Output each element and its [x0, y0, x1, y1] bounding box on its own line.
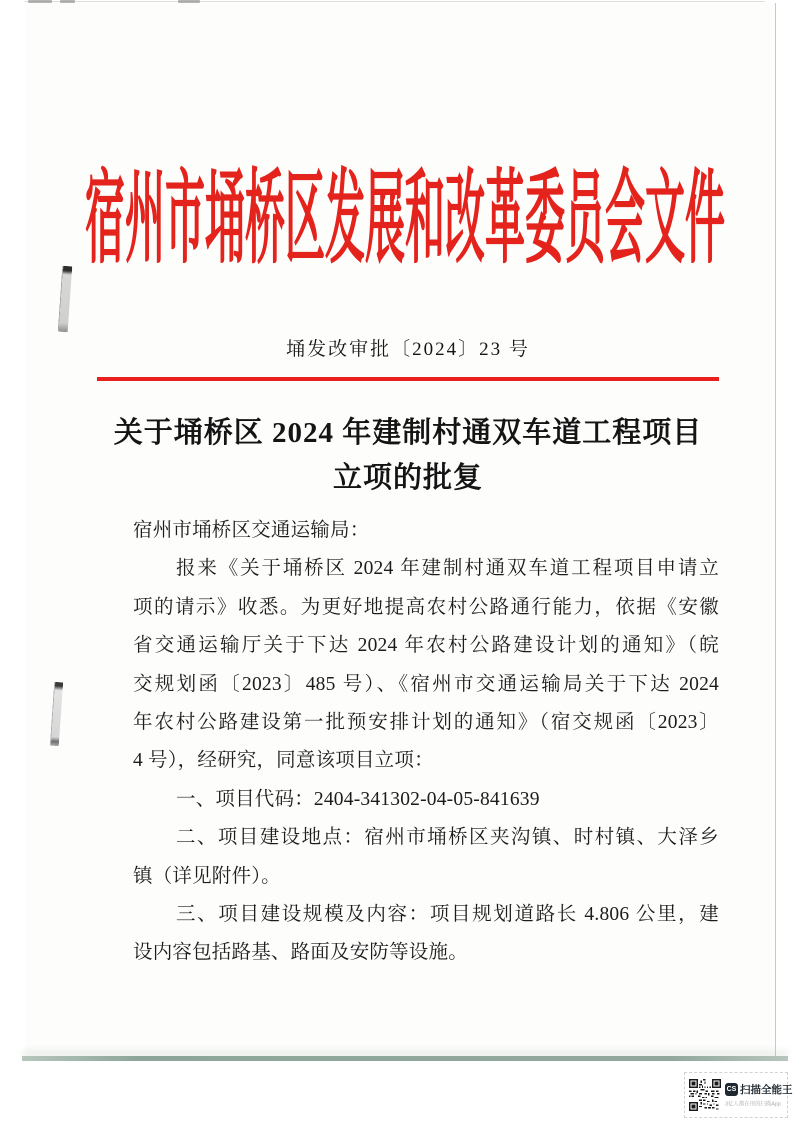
camscanner-badge-icon: CS [725, 1083, 738, 1096]
document-title-line2: 立项的批复 [332, 462, 483, 494]
scan-artifact [28, 0, 52, 3]
body-line: 一、项目代码：2404-341302-04-05-841639 [176, 788, 540, 810]
camscanner-watermark [684, 1072, 793, 1118]
body-line: 项的请示》收悉。为更好地提高农村公路通行能力，依据《安徽 [133, 596, 719, 618]
watermark-app-name: 扫描全能王 [740, 1084, 793, 1096]
watermark-text-block [725, 1082, 793, 1108]
document-title-line1: 关于埇桥区 2024 年建制村通双车道工程项目 [113, 417, 703, 449]
document-body [133, 512, 719, 973]
letterhead-title [85, 155, 725, 277]
red-divider-line [97, 377, 719, 381]
letterhead-title-text: 宿州市埇桥区发展和改革委员会文件 [85, 161, 725, 277]
body-line: 三、项目建设规模及内容：项目规划道路长 4.806 公里，建 [176, 903, 719, 925]
body-line: 4 号），经研究，同意该项目立项： [133, 750, 434, 772]
body-line: 省交通运输厅关于下达 2024 年农村公路建设计划的通知》（皖 [133, 635, 719, 657]
body-line: 宿州市埇桥区交通运输局： [133, 520, 370, 541]
body-line: 镇（详见附件）。 [133, 865, 281, 887]
scan-artifact [60, 0, 75, 3]
document-number: 埇发改审批〔2024〕23 号 [286, 339, 530, 360]
body-line: 设内容包括路基、路面及安防等设施。 [133, 942, 468, 964]
watermark-tagline: 3亿人都在用的扫描App [725, 1102, 781, 1108]
scan-top-edge [25, 1, 765, 2]
body-line: 交规划函〔2023〕485 号）、《宿州市交通运输局关于下达 2024 [133, 673, 719, 695]
body-line: 报来《关于埇桥区 2024 年建制村通双车道工程项目申请立 [176, 558, 719, 580]
document-title [97, 411, 719, 501]
qr-code-icon [689, 1079, 721, 1111]
body-line: 年农村公路建设第一批预安排计划的通知》（宿交规函〔2023〕 [133, 711, 719, 733]
scan-artifact [178, 0, 200, 3]
paper-bottom-edge [22, 1056, 788, 1061]
body-line: 二、项目建设地点：宿州市埇桥区夹沟镇、时村镇、大泽乡 [176, 827, 719, 849]
